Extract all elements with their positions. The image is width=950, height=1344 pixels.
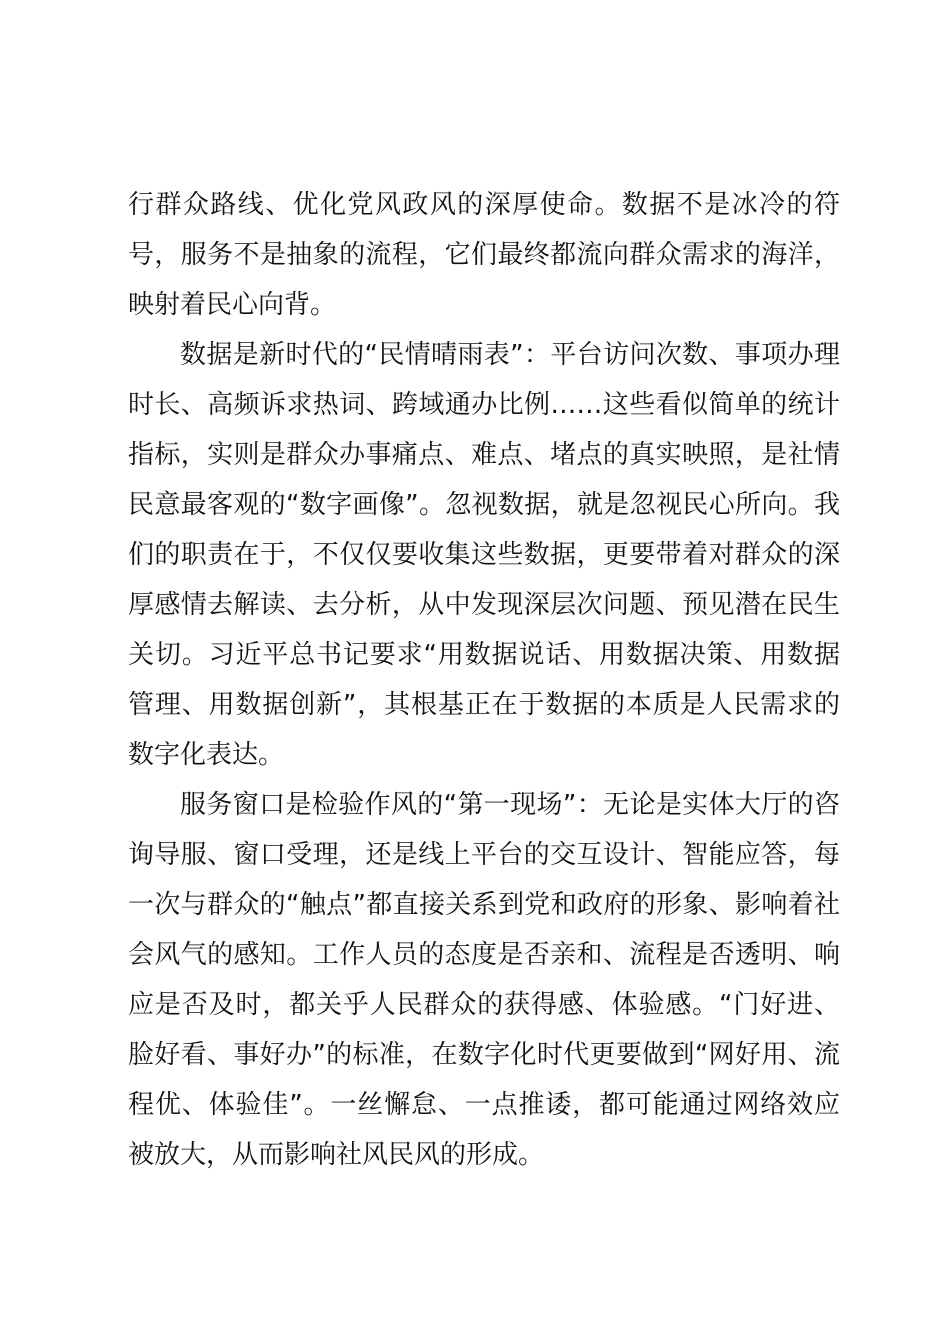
- paragraph-data-barometer: 数据是新时代的“民情晴雨表”：平台访问次数、事项办理时长、高频诉求热词、跨域通办比例……这些看似简单的统计指标，实则是群众办事痛点、难点、堵点的真实映照，是社情民意最客观的“数字画像”。忽视数据，就是忽视民心所向。我们的职责在于，不仅仅要收集这些数据，更要带着对群众的深厚感情去解读、去分析，从中发现深层次问题、预见潜在民生关切。习近平总书记要求“用数据说话、用数据决策、用数据管理、用数据创新”，其根基正在于数据的本质是人民需求的数字化表达。: [128, 340, 840, 770]
- paragraph-continuation: 行群众路线、优化党风政风的深厚使命。数据不是冰冷的符号，服务不是抽象的流程，它们最终都流向群众需求的海洋，映射着民心向背。: [128, 190, 840, 320]
- paragraph-service-window: 服务窗口是检验作风的“第一现场”：无论是实体大厅的咨询导服、窗口受理，还是线上平台的交互设计、智能应答，每一次与群众的“触点”都直接关系到党和政府的形象、影响着社会风气的感知。工作人员的态度是否亲和、流程是否透明、响应是否及时，都关乎人民群众的获得感、体验感。“门好进、脸好看、事好办”的标准，在数字化时代更要做到“网好用、流程优、体验佳”。一丝懈怠、一点推诿，都可能通过网络效应被放大，从而影响社风民风的形成。: [128, 790, 840, 1170]
- document-body: [128, 180, 840, 1180]
